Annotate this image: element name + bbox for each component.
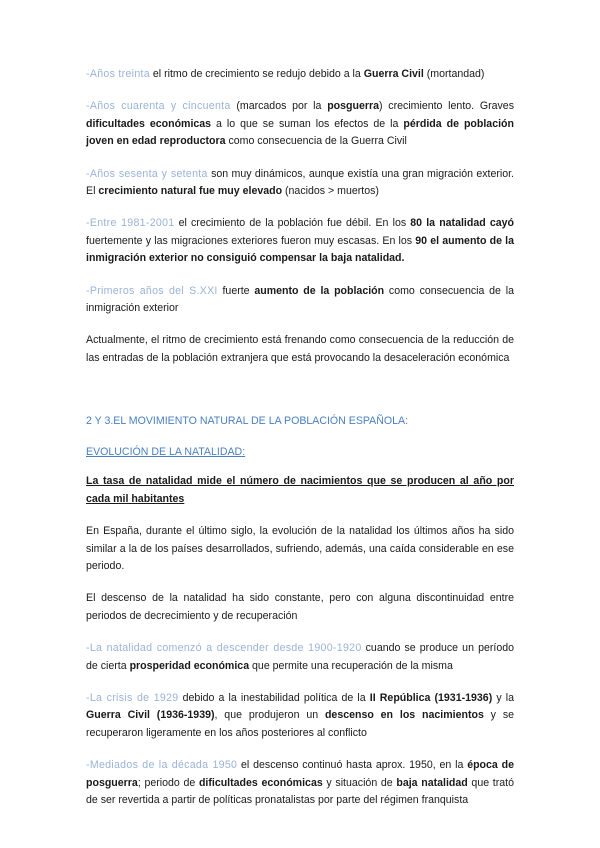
paragraph-crisis-1929: [86, 690, 514, 742]
text: como consecuencia de la Guerra Civil: [225, 135, 407, 148]
text: el ritmo de crecimiento se redujo debido a la: [149, 68, 364, 80]
text: y se recuperaron ligeramente en los años posteriores al conflicto: [86, 709, 515, 739]
text: ) crecimiento lento. Graves: [379, 100, 514, 113]
text: son muy dinámicos, aunque existía una gran migración exterior. El: [86, 167, 514, 198]
bold-text: época de posguerra: [86, 759, 514, 789]
paragraph-actualmente: Actualmente, el ritmo de crecimiento está frenando como consecuencia de la reducción de las entradas de la población extranjera que está provocando la desaceleración económica: [86, 334, 514, 364]
text: (marcados por la: [230, 100, 328, 113]
text: que trató de ser revertida a partir de políticas pronatalistas por parte del régimen franquista: [86, 776, 514, 806]
text: fuertemente y las migraciones exteriores fueron muy escasas. En los: [86, 234, 416, 247]
paragraph-anos-treinta: [86, 66, 514, 83]
bold-text: aumento de la población: [254, 284, 385, 297]
text: el descenso continuó hasta aprox. 1950, en la: [237, 759, 468, 772]
natalidad-definition: [86, 473, 514, 508]
bold-text: Guerra Civil: [363, 68, 424, 80]
paragraph-1900-1920: [86, 640, 514, 675]
bold-text: 80 la natalidad cayó: [410, 217, 514, 230]
highlight-label: -Años cuarenta y cincuenta: [86, 100, 231, 113]
bold-text: II República (1931-1936): [369, 691, 493, 704]
bold-text: posguerra: [327, 100, 379, 113]
text: que permite una recuperación de la misma: [249, 659, 453, 672]
highlight-label: -Entre 1981-2001: [86, 217, 175, 230]
text: (nacidos > muertos): [282, 185, 379, 198]
bold-text: pérdida de población joven en edad reproductora: [86, 117, 514, 148]
bold-text: dificultades económicas: [198, 776, 323, 789]
paragraph-decada-1950: [86, 757, 514, 809]
bold-text: 90 el aumento de la inmigración exterior no consiguió compensar la baja natalidad.: [86, 234, 514, 265]
text: (mortandad): [423, 68, 485, 80]
bold-text: baja natalidad: [396, 776, 468, 789]
highlight-label: -La natalidad comenzó a descender desde 1900-1920: [86, 642, 362, 655]
paragraph-siglo-xxi: [86, 283, 514, 318]
highlight-label: -La crisis de 1929: [86, 691, 179, 704]
section-title: 2 Y 3.EL MOVIMIENTO NATURAL DE LA POBLACIÓN ESPAÑOLA:: [86, 415, 409, 428]
text: , que produjeron un: [214, 709, 325, 722]
bold-text: descenso en los nacimientos: [324, 709, 484, 722]
bold-text: prosperidad económica: [129, 659, 250, 672]
text: a lo que se suman los efectos de la: [211, 117, 404, 130]
bold-text: dificultades económicas: [86, 117, 212, 130]
highlight-label: -Años sesenta y setenta: [86, 167, 208, 180]
paragraph-anos-cuarenta: [86, 98, 514, 150]
highlight-label: -Años treinta: [86, 68, 150, 80]
text: el crecimiento de la población fue débil. En los: [174, 217, 411, 230]
paragraph-espana: En España, durante el último siglo, la evolución de la natalidad los últimos años ha sido similar a la de los países desarrollados, sufriendo, además, una caída considerable en ese periodo.: [86, 525, 514, 572]
text: debido a la inestabilidad política de la: [178, 691, 370, 704]
highlight-label: -Mediados de la década 1950: [86, 759, 238, 772]
text: y situación de: [322, 776, 397, 789]
text: como consecuencia de la inmigración exterior: [86, 284, 514, 315]
highlight-label: -Primeros años del S.XXI: [86, 284, 218, 297]
paragraph-descenso: El descenso de la natalidad ha sido constante, pero con alguna discontinuidad entre periodos de decrecimiento y de recuperación: [86, 592, 514, 622]
text: y la: [492, 691, 514, 704]
text: cuando se produce un período de cierta: [86, 642, 514, 672]
definition-text: La tasa de natalidad mide el número de nacimientos que se producen al año por cada mil habitantes: [86, 475, 514, 505]
paragraph-anos-sesenta: [86, 166, 514, 201]
subsection-title: EVOLUCIÓN DE LA NATALIDAD:: [86, 446, 246, 459]
paragraph-1981-2001: [86, 215, 514, 267]
bold-text: Guerra Civil (1936-1939): [86, 709, 215, 722]
bold-text: crecimiento natural fue muy elevado: [98, 185, 283, 198]
text: fuerte: [217, 284, 255, 297]
text: ; periodo de: [137, 776, 199, 789]
